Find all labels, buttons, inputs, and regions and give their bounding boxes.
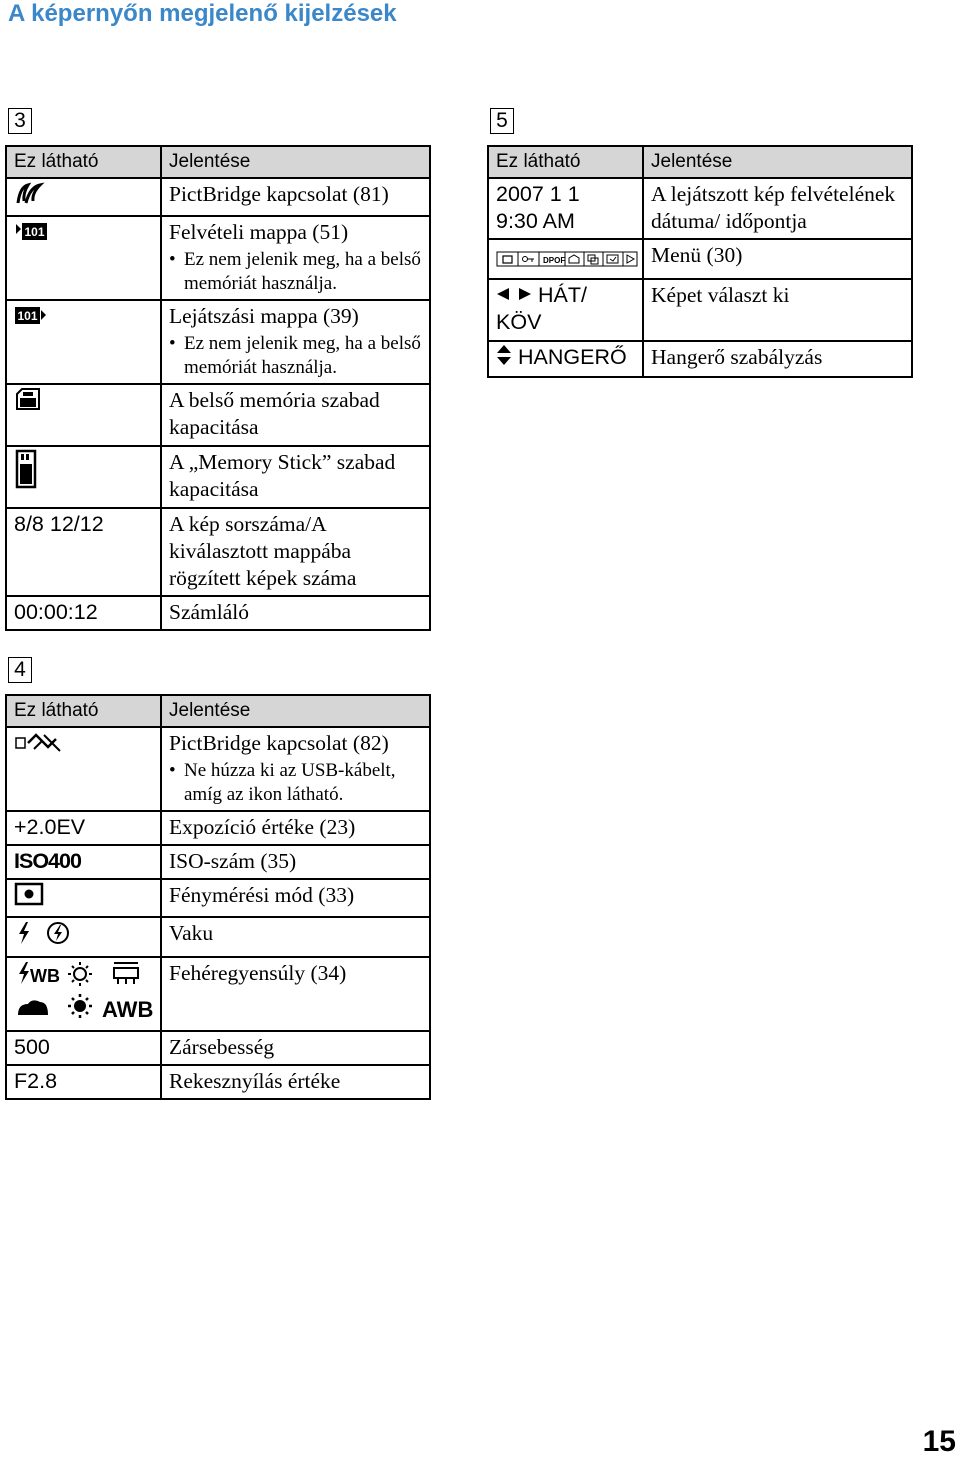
meaning-cell: Számláló [161,596,430,630]
section-number-5: 5 [490,108,514,134]
shown-cell: +2.0EV [6,811,161,845]
meaning-cell: A kép sorszáma/A kiválasztott mappába rögzített képek száma [161,508,430,596]
left-right-arrows-icon [496,282,532,309]
note-text: • Ez nem jelenik meg, ha a belső memóriát használja. [169,248,423,296]
meaning-cell: ISO-szám (35) [161,845,430,879]
playback-folder-icon [14,305,48,332]
shown-cell: F2.8 [6,1065,161,1099]
table-row [6,216,430,300]
pictbridge-connecting-icon [14,730,64,763]
meaning-cell: Vaku [161,917,430,957]
recording-folder-icon [14,221,48,248]
table-row [6,1031,430,1065]
volume-label: HANGERŐ [517,344,627,369]
table-header-row [6,695,430,727]
section3-table [5,145,431,631]
header-meaning: Jelentése [161,695,430,727]
up-down-arrows-icon [496,344,512,373]
section4-table [5,694,431,1100]
pictbridge-icon [14,181,44,212]
shown-cell: 8/8 12/12 [6,508,161,596]
header-shown: Ez látható [6,146,161,178]
menu-bar-icon [496,248,638,275]
table-row [488,279,912,341]
shown-cell: 500 [6,1031,161,1065]
memory-stick-icon [14,449,38,496]
table-row [6,508,430,596]
table-row [6,596,430,630]
table-row [488,178,912,239]
svg-text:101: 101 [24,224,45,239]
time-text: 9:30 AM [496,209,575,233]
spot-metering-icon [14,882,44,913]
wb-text: WB [30,966,60,986]
table-row [6,811,430,845]
table-row [6,727,430,811]
meaning-cell: Expozíció értéke (23) [161,811,430,845]
table-header-row [6,146,430,178]
table-row [6,446,430,508]
section5-table [487,145,913,378]
white-balance-icon [14,960,154,1027]
internal-memory-icon [14,387,42,418]
shown-cell: 00:00:12 [6,596,161,630]
note-text: • Ez nem jelenik meg, ha a belső memóriát használja. [169,332,423,380]
date-text: 2007 1 1 [496,182,580,206]
meaning-cell: PictBridge kapcsolat (81) [161,178,430,216]
meaning-cell: Képet választ ki [643,279,912,341]
iso-indicator: ISO400 [6,845,161,879]
meaning-cell: Zársebesség [161,1031,430,1065]
table-row [6,917,430,957]
svg-text:101: 101 [17,308,38,323]
table-row [6,879,430,917]
header-shown: Ez látható [6,695,161,727]
flash-icon [14,920,72,953]
section-number-3: 3 [8,108,32,134]
meaning-cell: PictBridge kapcsolat (82) [169,731,389,755]
meaning-cell: A belső memória szabad kapacitása [161,384,430,446]
table-row [6,300,430,384]
section-number-4: 4 [8,657,32,683]
table-row [6,845,430,879]
table-header-row [488,146,912,178]
table-row [488,341,912,377]
meaning-cell: Fénymérési mód (33) [161,879,430,917]
meaning-cell: Lejátszási mappa (39) [169,304,359,328]
meaning-cell: A „Memory Stick” szabad kapacitása [161,446,430,508]
awb-text: AWB [102,997,154,1022]
page-title: A képernyőn megjelenő kijelzések [8,0,397,27]
header-shown: Ez látható [488,146,643,178]
header-meaning: Jelentése [643,146,912,178]
meaning-cell: Felvételi mappa (51) [169,220,349,244]
meaning-cell: Menü (30) [643,239,912,279]
meaning-cell: A lejátszott kép felvételének dátuma/ időpontja [643,178,912,239]
table-row [488,239,912,279]
table-row [6,384,430,446]
dpof-text: DPOF [543,255,566,265]
table-row [6,1065,430,1099]
table-row [6,957,430,1031]
note-text: • Ne húzza ki az USB-kábelt, amíg az ikon látható. [169,759,423,807]
page-number: 15 [922,1425,956,1458]
table-row [6,178,430,216]
meaning-cell: Fehéregyensúly (34) [161,957,430,1031]
meaning-cell: Rekesznyílás értéke [161,1065,430,1099]
prev-next-label: HÁT/ KÖV [496,282,587,335]
meaning-cell: Hangerő szabályzás [643,341,912,377]
header-meaning: Jelentése [161,146,430,178]
